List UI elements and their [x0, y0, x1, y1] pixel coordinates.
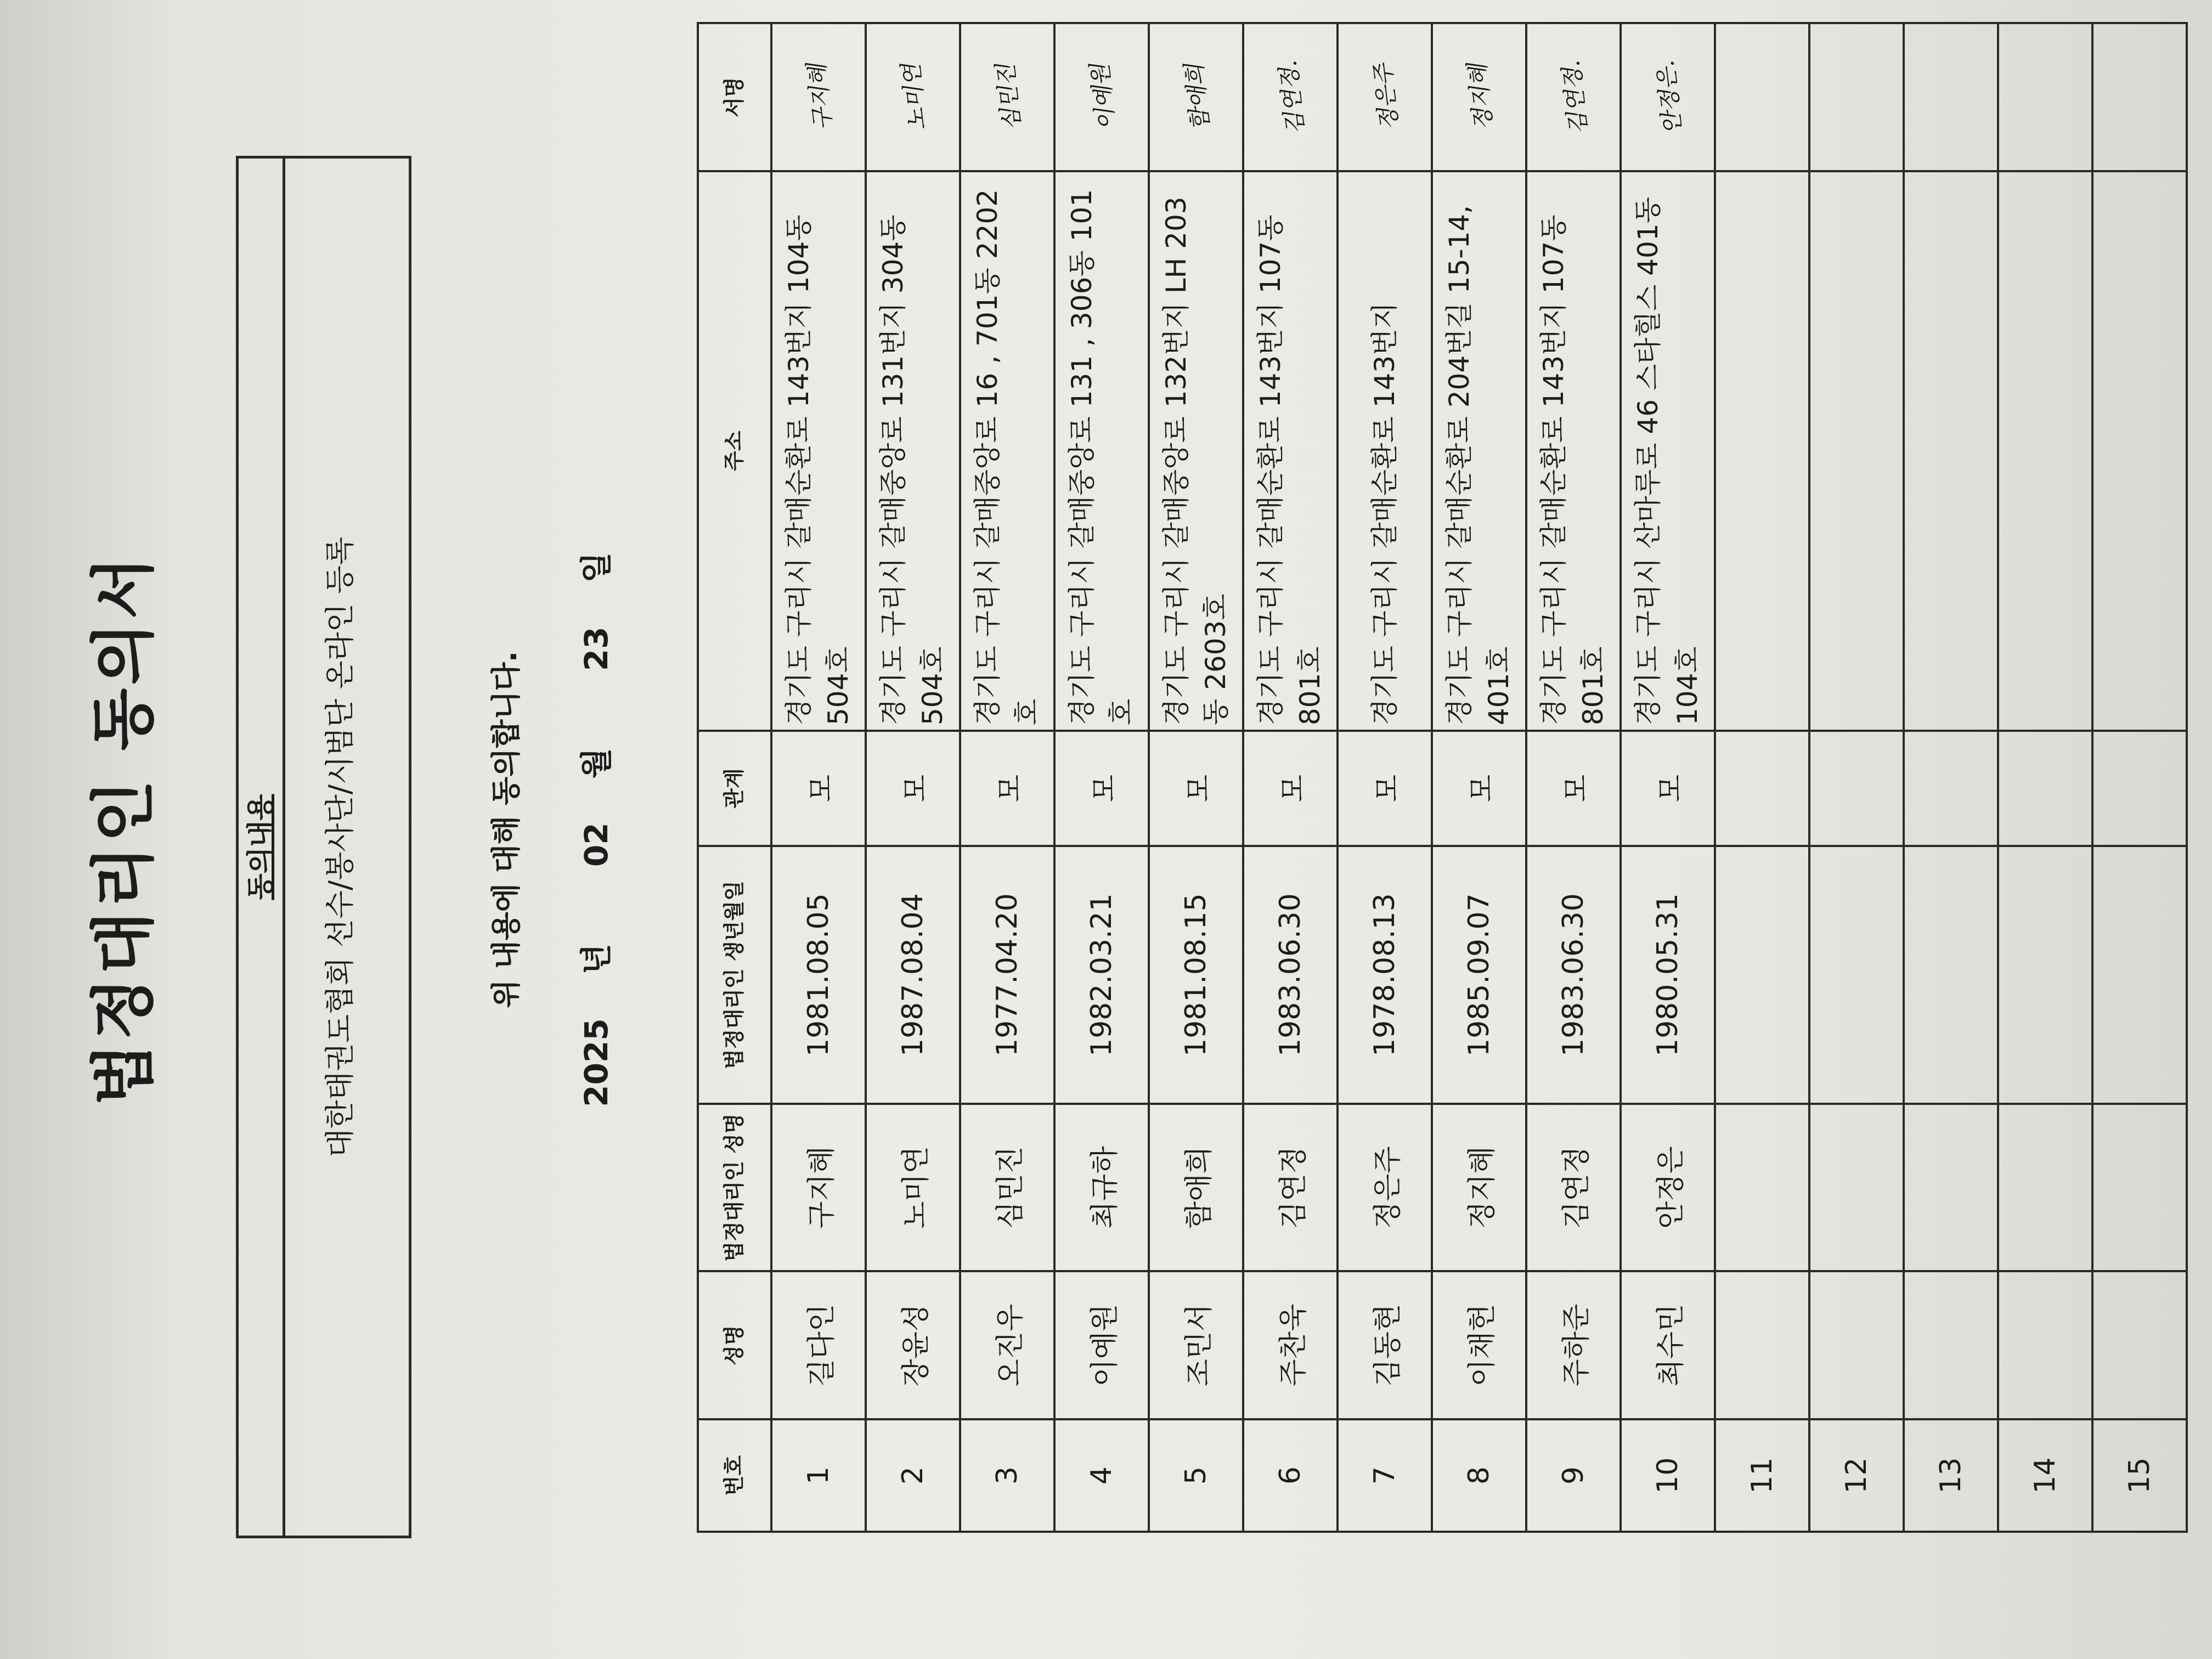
table-row: [1054, 23, 1149, 1532]
handwritten-signature: 구지혜: [803, 62, 837, 132]
cell-name: [1998, 1271, 2092, 1419]
handwritten-signature: 정은주: [1369, 62, 1403, 132]
table-body: [771, 23, 2187, 1532]
cell-address: 경기도 구리시 갈매중앙로 132번지 LH 203동 2603호: [1149, 171, 1243, 731]
consent-box: [236, 156, 411, 1538]
cell-guardian-birth: 1977.04.20: [960, 846, 1054, 1104]
cell-guardian-name: [1715, 1104, 1809, 1271]
cell-address: 경기도 구리시 갈매중앙로 131 , 306동 101호: [1054, 171, 1149, 731]
cell-signature: [1621, 23, 1715, 171]
cell-address: 경기도 구리시 갈매순환로 143번지 107동 801호: [1526, 171, 1621, 731]
consent-body: 대한태권도협회 선수/봉사단/시범단 온라인 등록: [323, 537, 357, 1158]
cell-address: [1904, 171, 1998, 731]
cell-address: 경기도 구리시 갈매순환로 143번지 104동 504호: [771, 171, 866, 731]
cell-no: 7: [1338, 1419, 1432, 1532]
header-signature: 서명: [698, 23, 771, 171]
cell-guardian-name: 정은주: [1338, 1104, 1432, 1271]
cell-guardian-birth: [2092, 846, 2187, 1104]
table-row: [1243, 23, 1338, 1532]
table-row: [866, 23, 960, 1532]
table-row: [960, 23, 1054, 1532]
table-row: [1998, 23, 2092, 1532]
handwritten-signature: 심민진: [991, 62, 1026, 132]
table-row: [1904, 23, 1998, 1532]
cell-relation: 모: [1149, 731, 1243, 846]
cell-guardian-birth: 1983.06.30: [1526, 846, 1621, 1104]
cell-name: 장윤성: [866, 1271, 960, 1419]
cell-guardian-birth: [1904, 846, 1998, 1104]
cell-no: 8: [1432, 1419, 1526, 1532]
header-guardian-name: 법정대리인 성명: [698, 1104, 771, 1271]
table-row: [1338, 23, 1432, 1532]
cell-no: 1: [771, 1419, 866, 1532]
cell-guardian-birth: 1987.08.04: [866, 846, 960, 1104]
cell-signature: [1338, 23, 1432, 171]
cell-relation: [1809, 731, 1904, 846]
cell-name: [1715, 1271, 1809, 1419]
cell-guardian-birth: 1978.08.13: [1338, 846, 1432, 1104]
cell-no: 2: [866, 1419, 960, 1532]
cell-no: 6: [1243, 1419, 1338, 1532]
cell-address: 경기도 구리시 갈매중앙로 16 , 701동 2202호: [960, 171, 1054, 731]
header-address: 주소: [698, 171, 771, 731]
cell-name: 조민서: [1149, 1271, 1243, 1419]
cell-name: [2092, 1271, 2187, 1419]
cell-no: 10: [1621, 1419, 1715, 1532]
cell-guardian-name: 함애희: [1149, 1104, 1243, 1271]
cell-guardian-birth: 1982.03.21: [1054, 846, 1149, 1104]
cell-name: 이예원: [1054, 1271, 1149, 1419]
cell-address: [1715, 171, 1809, 731]
cell-relation: 모: [771, 731, 866, 846]
cell-address: 경기도 구리시 갈매순환로 204번길 15-14, 401호: [1432, 171, 1526, 731]
cell-no: 12: [1809, 1419, 1904, 1532]
cell-guardian-name: [1904, 1104, 1998, 1271]
cell-guardian-birth: 1981.08.15: [1149, 846, 1243, 1104]
date-year: 2025: [578, 1018, 615, 1107]
cell-relation: 모: [1526, 731, 1621, 846]
cell-signature: [1054, 23, 1149, 171]
cell-guardian-name: 구지혜: [771, 1104, 866, 1271]
table-row: [1715, 23, 1809, 1532]
cell-signature: [1149, 23, 1243, 171]
cell-relation: 모: [960, 731, 1054, 846]
table-row: [1149, 23, 1243, 1532]
handwritten-signature: 김연정.: [1558, 59, 1592, 136]
date-line: [571, 0, 617, 1659]
cell-relation: [1715, 731, 1809, 846]
handwritten-signature: 이예원: [1086, 62, 1120, 132]
cell-signature: [1998, 23, 2092, 171]
cell-no: 4: [1054, 1419, 1149, 1532]
cell-relation: 모: [1621, 731, 1715, 846]
date-day-unit: 일: [578, 552, 615, 583]
cell-guardian-birth: 1980.05.31: [1621, 846, 1715, 1104]
cell-address: [1998, 171, 2092, 731]
date-month: 02: [578, 822, 615, 867]
cell-name: 주찬욱: [1243, 1271, 1338, 1419]
header-name: 성명: [698, 1271, 771, 1419]
guardian-table: [697, 22, 2188, 1533]
cell-no: 3: [960, 1419, 1054, 1532]
cell-relation: [2092, 731, 2187, 846]
cell-guardian-name: 정지혜: [1432, 1104, 1526, 1271]
table-row: [771, 23, 866, 1532]
handwritten-signature: 안정은.: [1652, 59, 1686, 136]
cell-address: [2092, 171, 2187, 731]
cell-name: [1809, 1271, 1904, 1419]
cell-address: [1809, 171, 1904, 731]
cell-name: 주하준: [1526, 1271, 1621, 1419]
cell-signature: [960, 23, 1054, 171]
cell-guardian-birth: 1983.06.30: [1243, 846, 1338, 1104]
cell-name: [1904, 1271, 1998, 1419]
table-row: [1809, 23, 1904, 1532]
cell-guardian-name: 김연정: [1526, 1104, 1621, 1271]
table-row: [1432, 23, 1526, 1532]
cell-signature: [1526, 23, 1621, 171]
cell-guardian-name: [1809, 1104, 1904, 1271]
cell-signature: [771, 23, 866, 171]
date-year-unit: 년: [578, 944, 615, 975]
cell-guardian-name: [1998, 1104, 2092, 1271]
cell-name: 오진우: [960, 1271, 1054, 1419]
cell-relation: [1904, 731, 1998, 846]
handwritten-signature: 김연정.: [1274, 59, 1309, 136]
cell-address: 경기도 구리시 갈매중앙로 131번지 304동 504호: [866, 171, 960, 731]
cell-address: 경기도 구리시 갈매순환로 143번지: [1338, 171, 1432, 731]
document-title: 법정대리인 동의서: [86, 553, 161, 1106]
cell-guardian-birth: 1981.08.05: [771, 846, 866, 1104]
handwritten-signature: 정지혜: [1463, 62, 1498, 132]
agree-statement: 위 내용에 대해 동의합니다.: [489, 651, 523, 1008]
cell-guardian-birth: [1715, 846, 1809, 1104]
cell-guardian-name: [2092, 1104, 2187, 1271]
cell-guardian-birth: [1809, 846, 1904, 1104]
cell-name: 길다인: [771, 1271, 866, 1419]
cell-no: 5: [1149, 1419, 1243, 1532]
cell-guardian-name: 김연정: [1243, 1104, 1338, 1271]
consent-header: 동의내용: [239, 159, 285, 1536]
cell-name: 최수민: [1621, 1271, 1715, 1419]
date-month-unit: 월: [578, 748, 615, 779]
table-row: [1526, 23, 1621, 1532]
cell-relation: 모: [866, 731, 960, 846]
cell-no: 14: [1998, 1419, 2092, 1532]
table-row: [1621, 23, 1715, 1532]
cell-signature: [1715, 23, 1809, 171]
cell-guardian-birth: 1985.09.07: [1432, 846, 1526, 1104]
cell-address: 경기도 구리시 산마루로 46 스타힐스 401동 104호: [1621, 171, 1715, 731]
cell-signature: [1432, 23, 1526, 171]
cell-signature: [1243, 23, 1338, 171]
cell-address: 경기도 구리시 갈매순환로 143번지 107동 801호: [1243, 171, 1338, 731]
table-row: [2092, 23, 2187, 1532]
cell-relation: 모: [1054, 731, 1149, 846]
cell-name: 김동현: [1338, 1271, 1432, 1419]
cell-relation: 모: [1243, 731, 1338, 846]
cell-guardian-birth: [1998, 846, 2092, 1104]
cell-name: 이채헌: [1432, 1271, 1526, 1419]
cell-relation: 모: [1432, 731, 1526, 846]
cell-relation: [1998, 731, 2092, 846]
cell-no: 13: [1904, 1419, 1998, 1532]
handwritten-signature: 함애희: [1180, 62, 1215, 132]
cell-signature: [1809, 23, 1904, 171]
header-guardian-birth: 법정대리인 생년월일: [698, 846, 771, 1104]
cell-relation: 모: [1338, 731, 1432, 846]
cell-guardian-name: 노미연: [866, 1104, 960, 1271]
cell-signature: [866, 23, 960, 171]
date-day: 23: [578, 627, 615, 672]
cell-no: 11: [1715, 1419, 1809, 1532]
table-header-row: [698, 23, 771, 1532]
cell-no: 15: [2092, 1419, 2187, 1532]
cell-signature: [2092, 23, 2187, 171]
cell-signature: [1904, 23, 1998, 171]
cell-guardian-name: 심민진: [960, 1104, 1054, 1271]
cell-guardian-name: 최규하: [1054, 1104, 1149, 1271]
header-no: 번호: [698, 1419, 771, 1532]
header-relation: 관계: [698, 731, 771, 846]
cell-guardian-name: 안정은: [1621, 1104, 1715, 1271]
cell-no: 9: [1526, 1419, 1621, 1532]
handwritten-signature: 노미연: [897, 62, 932, 132]
